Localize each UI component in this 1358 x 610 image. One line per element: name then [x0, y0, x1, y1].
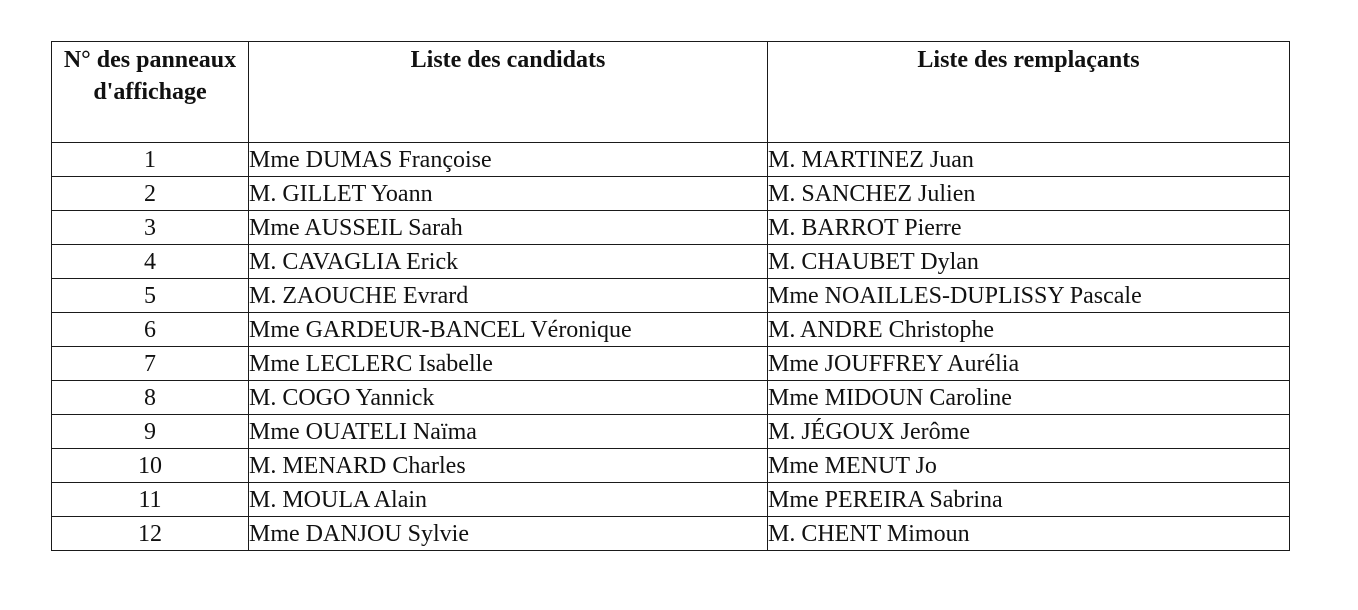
substitute-name: Mme NOAILLES-DUPLISSY Pascale: [768, 279, 1290, 313]
candidate-name: M. COGO Yannick: [249, 381, 768, 415]
panel-number: 2: [52, 177, 249, 211]
substitute-name: Mme MIDOUN Caroline: [768, 381, 1290, 415]
substitute-name: Mme JOUFFREY Aurélia: [768, 347, 1290, 381]
candidate-name: Mme DANJOU Sylvie: [249, 517, 768, 551]
substitute-name: M. CHAUBET Dylan: [768, 245, 1290, 279]
panel-number: 7: [52, 347, 249, 381]
table-row: [52, 415, 1290, 449]
substitute-name: M. CHENT Mimoun: [768, 517, 1290, 551]
panel-number: 11: [52, 483, 249, 517]
table-row: [52, 177, 1290, 211]
substitute-name: M. JÉGOUX Jerôme: [768, 415, 1290, 449]
candidate-name: M. GILLET Yoann: [249, 177, 768, 211]
panel-number: 6: [52, 313, 249, 347]
table-row: [52, 279, 1290, 313]
header-panel-number: N° des panneaux d'affichage: [52, 42, 249, 143]
candidate-name: M. ZAOUCHE Evrard: [249, 279, 768, 313]
table-row: [52, 517, 1290, 551]
header-candidates: Liste des candidats: [249, 42, 768, 143]
candidate-name: Mme GARDEUR-BANCEL Véronique: [249, 313, 768, 347]
substitute-name: M. ANDRE Christophe: [768, 313, 1290, 347]
header-substitutes: Liste des remplaçants: [768, 42, 1290, 143]
candidates-table: [51, 41, 1290, 551]
substitute-name: Mme PEREIRA Sabrina: [768, 483, 1290, 517]
candidate-name: Mme AUSSEIL Sarah: [249, 211, 768, 245]
panel-number: 10: [52, 449, 249, 483]
substitute-name: Mme MENUT Jo: [768, 449, 1290, 483]
panel-number: 4: [52, 245, 249, 279]
candidate-name: Mme OUATELI Naïma: [249, 415, 768, 449]
panel-number: 8: [52, 381, 249, 415]
panel-number: 9: [52, 415, 249, 449]
table-row: [52, 483, 1290, 517]
substitute-name: M. SANCHEZ Julien: [768, 177, 1290, 211]
panel-number: 3: [52, 211, 249, 245]
substitute-name: M. MARTINEZ Juan: [768, 143, 1290, 177]
panel-number: 5: [52, 279, 249, 313]
candidate-name: M. MENARD Charles: [249, 449, 768, 483]
table-row: [52, 381, 1290, 415]
substitute-name: M. BARROT Pierre: [768, 211, 1290, 245]
table-row: [52, 143, 1290, 177]
table-row: [52, 211, 1290, 245]
table-row: [52, 449, 1290, 483]
table-row: [52, 245, 1290, 279]
panel-number: 12: [52, 517, 249, 551]
table-row: [52, 347, 1290, 381]
candidate-name: M. MOULA Alain: [249, 483, 768, 517]
table-header-row: [52, 42, 1290, 143]
candidate-name: M. CAVAGLIA Erick: [249, 245, 768, 279]
table-row: [52, 313, 1290, 347]
candidate-name: Mme LECLERC Isabelle: [249, 347, 768, 381]
candidate-name: Mme DUMAS Françoise: [249, 143, 768, 177]
panel-number: 1: [52, 143, 249, 177]
